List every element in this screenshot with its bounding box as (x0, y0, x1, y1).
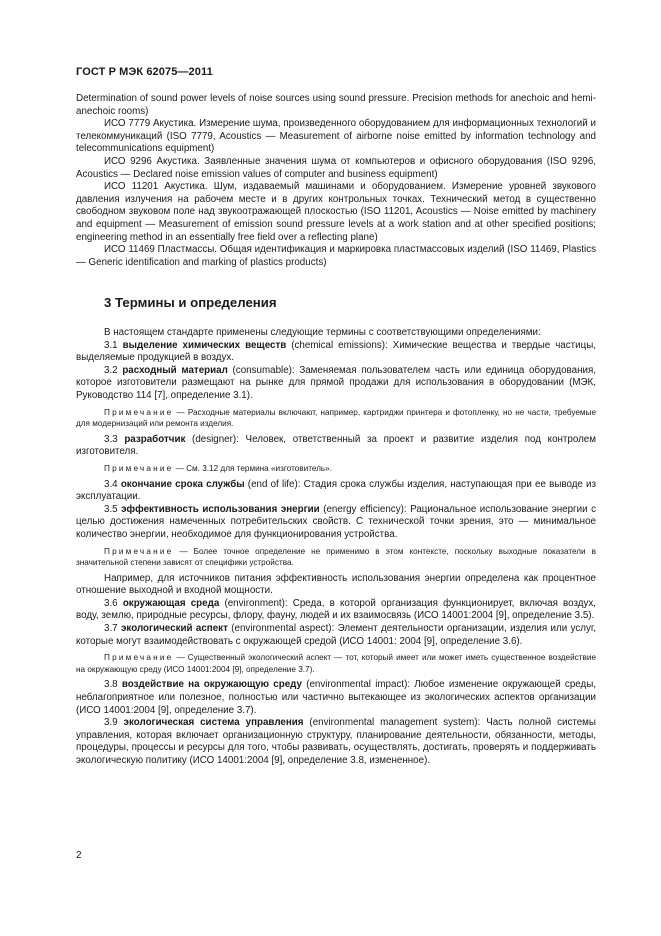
term-name: окружающая среда (122, 597, 220, 609)
reference-iso-9296: ИСО 9296 Акустика. Заявленные значения шума от компьютеров и офисного оборудования (ISO 9296, Acoustics — Declared noise emission values of computer and business equipment) (76, 155, 596, 180)
references-block (76, 93, 596, 269)
term-3-4: 3.4 окончание срока службы (end of life): Стадия срока службы изделия, наступающая при ее выводе из эксплуатации. (76, 478, 597, 503)
term-3-9: 3.9 экологическая система управления (environmental management system): Часть полной системы управления, которая включает организационную структуру, планирование деятельности, обязанности, методы, процедуры, процессы и ресурсы для того, чтобы развивать, осуществлять, достигать, проверять и поддерживать экологическую политику (ИСО 14001:2004 [9], определение 3.8, измененное). (76, 717, 596, 766)
note-3-3: Примечание — См. 3.12 для термина «изготовитель». (104, 463, 333, 473)
term-name: выделение химических веществ (122, 339, 287, 351)
term-3-2: 3.2 расходный материал (consumable): Заменяемая пользователем часть или единица оборудования, которое изготовители размещают на рынке для прямой продажи для использования в оборудовании (МЭК, Руководство 114 [7], определение 3.1). (76, 364, 596, 401)
reference-continuation: Determination of sound power levels of noise sources using sound pressure. Precision methods for anechoic and hemi-anechoic rooms) (76, 93, 596, 117)
term-name: экологический аспект (121, 623, 228, 635)
note-3-5: Примечание — Более точное определение не применимо в этом контексте, поскольку выходные показатели в значительной степени зависят от специфики устройства. (76, 546, 596, 568)
term-3-6: 3.6 окружающая среда (environment): Среда, в которой организация функционирует, включая воздух, воду, землю, природные ресурсы, флору, фауну, людей и их взаимосвязь (ИСО 14001:2004 [9], определение 3.5). (76, 597, 597, 622)
term-name: расходный материал (122, 364, 228, 376)
term-3-3: 3.3 разработчик (designer): Человек, ответственный за проект и развитие изделия под контролем изготовителя. (76, 433, 596, 458)
section-intro: В настоящем стандарте применены следующие термины с соответствующими определениями: (104, 327, 541, 338)
term-name: разработчик (124, 433, 186, 445)
reference-iso-11469: ИСО 11469 Пластмассы. Общая идентификация и маркировка пластмассовых изделий (ISO 11469, Plastics — Generic identification and marking of plastics products) (76, 244, 596, 268)
term-name: воздействие на окружающую среду (121, 679, 302, 691)
terms-block (76, 327, 596, 768)
term-3-7: 3.7 экологический аспект (environmental aspect): Элемент деятельности организации, изделия или услуг, которые могут взаимодействовать с окружающей средой (ИСО 14001: 2004 [9], определение 3.6). (76, 623, 596, 647)
term-3-8: 3.8 воздействие на окружающую среду (environmental impact): Любое изменение окружающей среды, неблагоприятное или полезное, полностью или частично вытекающее из экологических аспектов организации (ИСО 14001:2004 [9], определение 3.7). (76, 679, 596, 716)
document-header: ГОСТ Р МЭК 62075—2011 (76, 66, 213, 78)
note-3-2: Примечание — Расходные материалы включают, например, картриджи принтера и фотопленку, но не части, требуемые для модернизаций или ремонта изделия. (76, 407, 596, 429)
note-3-7: Примечание — Существенный экологический аспект — тот, который имеет или может иметь существенное воздействие на окружающую среду (ИСО 14001:2004 [9], определение 3.7). (76, 653, 596, 674)
reference-iso-7779: ИСО 7779 Акустика. Измерение шума, произведенного оборудованием для информационных технологий и телекоммуникаций (ISO 7779, Acoustics — Measurement of airborne noise emitted by information technology and telecommunications equipment) (76, 118, 596, 155)
term-name: окончание срока службы (120, 478, 245, 490)
page-number: 2 (76, 850, 82, 861)
term-3-5-example: Например, для источников питания эффективность использования энергии определена как процентное отношение выходной и входной мощности. (76, 572, 596, 597)
term-3-1: 3.1 выделение химических веществ (chemical emissions): Химические вещества и твердые частицы, выделяемые продукцией в воздух. (76, 339, 596, 364)
term-3-5: 3.5 эффективность использования энергии (energy efficiency): Рациональное использование энергии с целью достижения намеченных потребительских свойств. С технической точки зрения, это — минимальное количество энергии, необходимое для функционирования устройства. (76, 503, 596, 540)
reference-iso-11201: ИСО 11201 Акустика. Шум, издаваемый машинами и оборудованием. Измерение уровней звукового давления излучения на рабочем месте и в других контрольных точках. Технический метод в существенно свободном звуковом поле над звукоотражающей плоскостью (ISO 11201, Acoustics — Noise emitted by machinery and equipment — Measurement of emission sound pressure levels at a work station and at other specified positions; engineering method in an essentially free field over a reflecting plane) (76, 181, 596, 243)
term-name: эффективность использования энергии (121, 503, 320, 515)
term-name: экологическая система управления (123, 717, 304, 729)
section-heading: 3 Термины и определения (104, 295, 277, 310)
